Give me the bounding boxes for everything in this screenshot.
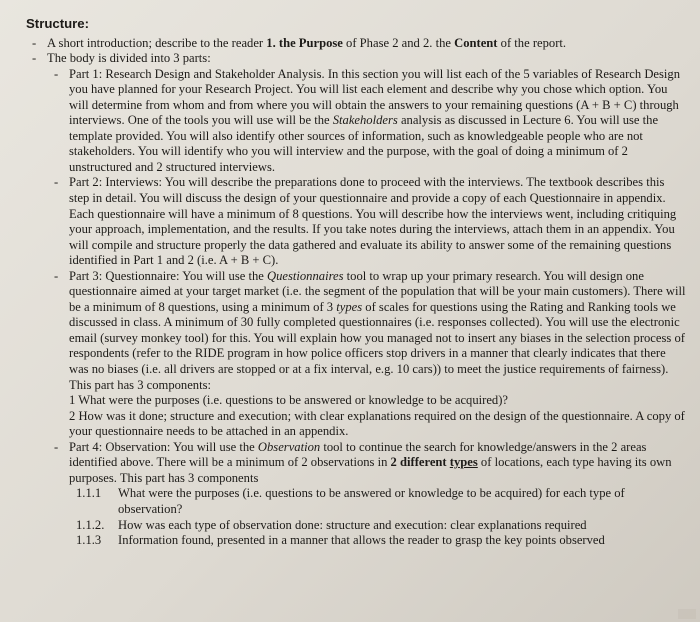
bullet-dash: - [32, 35, 37, 50]
bullet-dash: - [54, 439, 59, 454]
observation-item-number: 1.1.3 [76, 533, 102, 548]
part3-component-1: 1 What were the purposes (i.e. questions to be answered or knowledge to be acquired)? [69, 393, 509, 408]
bullet-dash: - [32, 51, 37, 66]
intro-text-e: of the report. [497, 35, 567, 50]
intro-item [32, 36, 686, 52]
body-intro-item [32, 51, 686, 67]
intro-content: Content [454, 35, 498, 50]
body-intro-text: The body is divided into 3 parts: [47, 51, 211, 66]
observation-item-number: 1.1.2. [76, 517, 105, 532]
part1-stakeholders: Stakeholders [332, 113, 398, 128]
part4-observation: Observation [257, 439, 321, 454]
section-heading: Structure: [26, 16, 90, 31]
corner-mark [678, 609, 696, 619]
part3-text-a: Part 3: Questionnaire: You will use the [69, 268, 267, 283]
part4-text-f: of locations, each type having its own purposes. This part has 3 components [69, 455, 672, 485]
observation-item-text: How was each type of observation done: structure and execution: clear explanations required [118, 517, 587, 532]
part4-text-a: Part 4: Observation: You will use the [69, 439, 258, 454]
observation-item-text: Information found, presented in a manner that allows the reader to grasp the key points observed [118, 533, 605, 548]
part1-text-a: Part 1: Research Design and Stakeholder Analysis. In this section you will list each of the 5 variables of Research Design you have planned for your Research Project. You will list each element and describe why you chose which option. You will determine from whom and from where you will obtain the answers to your remaining questions (A + B + C) through interviews. One of the tools you will use will be the [69, 66, 680, 128]
part4-types: types [449, 455, 478, 470]
part2-text: Part 2: Interviews: You will describe the preparations done to proceed with the interviews. The textbook describes this step in detail. You will discuss the design of your questionnaire and provide a copy of each Questionnaire in appendix. Each questionnaire will have a minimum of 8 questions. You will describe how the interviews went, including critiquing your approach, implementation, and the results. If you take notes during the interviews, attach them in an appendix. You will compile and structure properly the data gathered and evaluate its ability to answer some of the remaining questions identified in Part 1 and 2 (i.e. A + B + C). [69, 175, 677, 268]
part4-text-c: tool to continue the search for knowledge/answers in the 2 areas identified above. There will be a minimum of 2 observations in [69, 439, 647, 470]
part1-text [69, 67, 686, 176]
part4-item [54, 440, 686, 487]
observation-item [76, 518, 686, 534]
part3-component-2: 2 How was it done; structure and execution; with clear explanations required on the design of the questionnaire. A copy of your questionnaire needs to be attached in an appendix. [69, 408, 685, 439]
intro-purpose: 1. the Purpose [266, 35, 343, 50]
part3-questionnaires: Questionnaires [267, 268, 344, 283]
part4-text [69, 440, 686, 487]
observation-item [76, 486, 686, 517]
bullet-dash: - [54, 66, 59, 81]
intro-text [47, 36, 686, 52]
part3-item [54, 269, 686, 393]
observation-item [76, 533, 686, 549]
observation-item-number: 1.1.1 [76, 486, 102, 501]
bullet-dash: - [54, 268, 59, 283]
part2-item [54, 175, 686, 268]
part3-text [69, 269, 686, 393]
part3-text-e: of scales for questions using the Rating and Ranking tools we discussed in class. A minimum of 30 fully completed questionnaires (i.e. responses collected). You will use the electronic email (survey monkey tool) for this. You will explain how you managed not to insert any biases in the selection process of respondents (refer to the RIDE program in how police officers stop drivers in a manner that clearly indicates that there was no biases (i.e. all drivers are stopped or at a fix interval, e.g. 10 cars)) to meet the justice requirements of fairness). This part has 3 components: [69, 299, 685, 392]
bullet-dash: - [54, 175, 59, 190]
part1-text-c: analysis as discussed in Lecture 6. You will use the template provided. You will also identify other sources of information, such as knowledgeable people who are not stakeholders. You will identify who you will interview and the purpose, with the goal of doing a minimum of 2 unstructured and 2 structured interviews. [69, 113, 659, 174]
assignment-structure [26, 16, 686, 549]
part1-item [54, 67, 686, 176]
part3-types: types [336, 299, 363, 314]
part3-text-c: tool to wrap up your primary research. You will design one questionnaire aimed at your target market (i.e. the segment of the population that will be your main customers). There will be a minimum of 8 questions, using a minimum of 3 [69, 268, 686, 314]
part4-two-different: 2 different [390, 455, 450, 470]
observation-item-text: What were the purposes (i.e. questions to be answered or knowledge to be acquired) for each type of observation? [118, 486, 625, 516]
intro-text-a: A short introduction; describe to the reader [47, 35, 267, 50]
intro-text-c: of Phase 2 and 2. the [342, 35, 455, 50]
